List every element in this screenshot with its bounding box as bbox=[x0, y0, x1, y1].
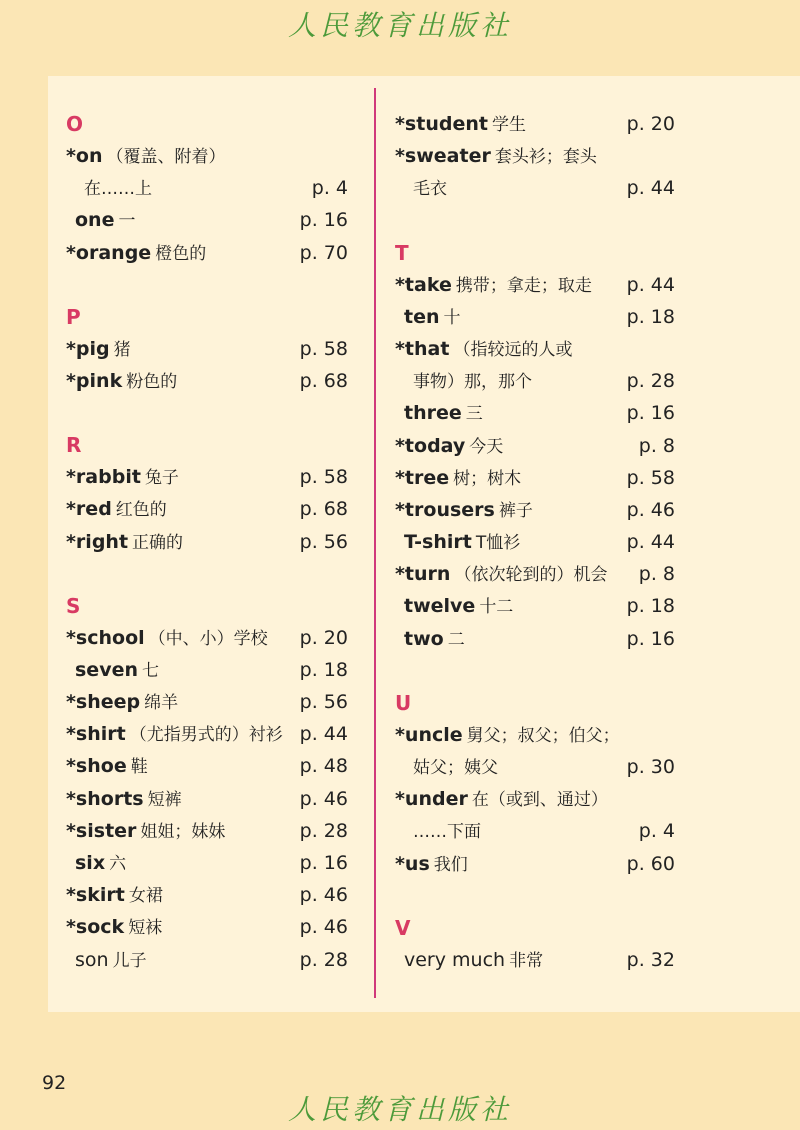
entry-page-ref: p. 16 bbox=[299, 209, 348, 232]
entry-page-ref: p. 56 bbox=[299, 530, 348, 553]
entry-translation: T恤衫 bbox=[475, 533, 521, 554]
entry-translation: 正确的 bbox=[132, 532, 184, 553]
entry-translation: 短裤 bbox=[147, 789, 182, 810]
section-spacer bbox=[66, 558, 348, 590]
entry-translation: 在（或到、通过） bbox=[471, 790, 608, 811]
entry-word: *take bbox=[395, 273, 452, 296]
glossary-entry bbox=[66, 461, 348, 493]
entry-word: *right bbox=[66, 530, 129, 553]
glossary-right-column bbox=[395, 108, 675, 976]
entry-translation: 十 bbox=[443, 307, 461, 328]
entry-translation: 短袜 bbox=[128, 918, 163, 939]
entry-page-ref: p. 18 bbox=[299, 658, 348, 681]
entry-word: *skirt bbox=[66, 884, 125, 907]
entry-page-ref: p. 32 bbox=[626, 948, 675, 971]
glossary-entry bbox=[395, 494, 675, 526]
glossary-entry-continuation bbox=[66, 172, 348, 204]
section-spacer bbox=[395, 655, 675, 687]
entry-word: *pink bbox=[66, 369, 123, 392]
entry-translation: 三 bbox=[465, 404, 483, 425]
entry-word: *pig bbox=[66, 337, 110, 360]
entry-translation: 猪 bbox=[113, 339, 131, 360]
entry-page-ref: p. 44 bbox=[299, 723, 348, 746]
entry-translation: 套头衫；套头 bbox=[494, 147, 597, 168]
entry-page-ref: p. 20 bbox=[299, 626, 348, 649]
entry-word: *student bbox=[395, 113, 488, 135]
entry-word: six bbox=[75, 852, 106, 874]
entry-page-ref: p. 28 bbox=[626, 370, 675, 393]
entry-word: *school bbox=[66, 626, 145, 649]
glossary-entry bbox=[395, 848, 675, 880]
glossary-entry bbox=[66, 654, 348, 686]
entry-page-ref: p. 56 bbox=[299, 691, 348, 714]
entry-word: *shirt bbox=[66, 723, 126, 746]
entry-page-ref: p. 44 bbox=[626, 273, 675, 296]
glossary-entry bbox=[395, 623, 675, 655]
entry-page-ref: p. 8 bbox=[638, 563, 675, 586]
entry-translation: 今天 bbox=[469, 436, 504, 457]
glossary-entry bbox=[66, 333, 348, 365]
glossary-entry bbox=[66, 493, 348, 525]
entry-translation: 舅父；叔父；伯父； bbox=[466, 725, 620, 746]
entry-page-ref: p. 44 bbox=[626, 177, 675, 200]
entry-word: three bbox=[404, 402, 462, 425]
entry-word: *that bbox=[395, 337, 450, 360]
entry-translation: （尤指男式的）衬衫 bbox=[129, 725, 283, 746]
entry-translation: 我们 bbox=[433, 854, 468, 875]
glossary-entry bbox=[395, 783, 675, 815]
entry-word: seven bbox=[75, 658, 138, 681]
entry-translation: （覆盖、附着） bbox=[106, 147, 226, 167]
entry-translation: 毛衣 bbox=[413, 179, 447, 200]
page-number: 92 bbox=[42, 1072, 67, 1094]
entry-page-ref: p. 16 bbox=[626, 627, 675, 650]
entry-page-ref: p. 20 bbox=[626, 113, 675, 135]
glossary-entry bbox=[395, 590, 675, 622]
entry-translation: 在……上 bbox=[84, 179, 152, 200]
entry-translation: 十二 bbox=[479, 597, 514, 618]
entry-translation: 非常 bbox=[509, 950, 544, 971]
entry-translation: 儿子 bbox=[112, 950, 147, 971]
entry-word: *trousers bbox=[395, 498, 495, 521]
glossary-entry bbox=[395, 301, 675, 333]
glossary-entry bbox=[66, 847, 348, 879]
section-letter: S bbox=[66, 593, 81, 618]
glossary-entry bbox=[66, 365, 348, 397]
entry-word: T-shirt bbox=[404, 531, 472, 554]
section-letter: U bbox=[395, 690, 412, 715]
entry-translation: 事物）那，那个 bbox=[413, 372, 532, 393]
glossary-entry bbox=[395, 140, 675, 172]
glossary-entry bbox=[66, 879, 348, 911]
entry-word: *us bbox=[395, 852, 430, 875]
entry-page-ref: p. 46 bbox=[299, 916, 348, 939]
section-letter: O bbox=[66, 112, 84, 136]
entry-translation: 粉色的 bbox=[126, 371, 178, 392]
entry-translation: 携带；拿走；取走 bbox=[455, 275, 592, 296]
entry-page-ref: p. 18 bbox=[626, 595, 675, 618]
entry-page-ref: p. 16 bbox=[299, 852, 348, 874]
section-letter: P bbox=[66, 304, 81, 329]
glossary-entry bbox=[66, 686, 348, 718]
entry-translation: 绵羊 bbox=[144, 693, 179, 714]
glossary-entry bbox=[395, 430, 675, 462]
entry-word: *tree bbox=[395, 466, 450, 489]
glossary-entry bbox=[395, 333, 675, 365]
entry-word: ten bbox=[404, 305, 440, 328]
entry-translation: 树；树木 bbox=[453, 468, 522, 489]
glossary-entry bbox=[66, 815, 348, 847]
entry-word: *sweater bbox=[395, 145, 491, 168]
entry-word: *under bbox=[395, 788, 468, 811]
entry-page-ref: p. 58 bbox=[626, 466, 675, 489]
glossary-entry bbox=[66, 237, 348, 269]
entry-translation: 女裙 bbox=[128, 886, 163, 907]
entry-translation: 兔子 bbox=[144, 468, 179, 489]
entry-word: son bbox=[75, 948, 109, 971]
entry-word: *orange bbox=[66, 241, 152, 264]
section-spacer bbox=[395, 205, 675, 237]
glossary-entry bbox=[66, 718, 348, 750]
glossary-entry-continuation bbox=[395, 172, 675, 204]
entry-word: two bbox=[404, 627, 444, 650]
glossary-entry bbox=[66, 140, 348, 172]
entry-page-ref: p. 46 bbox=[299, 787, 348, 810]
entry-translation: 红色的 bbox=[115, 500, 167, 521]
glossary-entry bbox=[395, 944, 675, 976]
glossary-entry-continuation bbox=[395, 365, 675, 397]
glossary-entry bbox=[66, 622, 348, 654]
entry-word: *red bbox=[66, 498, 112, 521]
entry-word: *shoe bbox=[66, 755, 127, 778]
entry-word: *sheep bbox=[66, 691, 141, 714]
entry-page-ref: p. 60 bbox=[626, 852, 675, 875]
entry-page-ref: p. 58 bbox=[299, 466, 348, 489]
glossary-entry bbox=[395, 462, 675, 494]
entry-translation: 姐姐；妹妹 bbox=[140, 821, 226, 842]
entry-page-ref: p. 28 bbox=[299, 819, 348, 842]
entry-word: *sock bbox=[66, 916, 125, 939]
glossary-entry bbox=[395, 108, 675, 140]
glossary-entry bbox=[395, 526, 675, 558]
entry-page-ref: p. 16 bbox=[626, 402, 675, 425]
entry-page-ref: p. 68 bbox=[299, 369, 348, 392]
glossary-entry bbox=[66, 944, 348, 976]
entry-page-ref: p. 70 bbox=[299, 241, 348, 264]
section-letter: V bbox=[395, 915, 411, 940]
entry-translation: 七 bbox=[142, 660, 159, 681]
section-letter: R bbox=[66, 433, 82, 458]
entry-page-ref: p. 30 bbox=[626, 756, 675, 778]
entry-translation: 二 bbox=[447, 629, 465, 650]
glossary-entry bbox=[395, 269, 675, 301]
entry-page-ref: p. 68 bbox=[299, 498, 348, 521]
entry-word: *shorts bbox=[66, 787, 144, 810]
entry-word: *uncle bbox=[395, 723, 463, 746]
glossary-entry bbox=[66, 204, 348, 236]
entry-translation: （中、小）学校 bbox=[148, 628, 268, 649]
entry-translation: 橙色的 bbox=[155, 243, 207, 264]
entry-page-ref: p. 58 bbox=[299, 337, 348, 360]
entry-word: *rabbit bbox=[66, 466, 141, 489]
section-letter: T bbox=[395, 240, 409, 265]
entry-word: one bbox=[75, 209, 115, 232]
glossary-entry bbox=[395, 558, 675, 590]
entry-word: very much bbox=[404, 948, 506, 971]
entry-page-ref: p. 18 bbox=[626, 305, 675, 328]
entry-translation: 姑父；姨父 bbox=[413, 758, 498, 778]
section-spacer bbox=[395, 880, 675, 912]
entry-word: *on bbox=[66, 145, 103, 167]
entry-page-ref: p. 46 bbox=[626, 498, 675, 521]
entry-translation: 鞋 bbox=[130, 757, 148, 778]
entry-translation: 一 bbox=[118, 211, 136, 232]
glossary-entry bbox=[395, 397, 675, 429]
entry-translation: （指较远的人或 bbox=[453, 339, 573, 360]
glossary-entry bbox=[395, 719, 675, 751]
entry-page-ref: p. 4 bbox=[638, 820, 675, 843]
entry-translation: 学生 bbox=[491, 115, 526, 135]
entry-page-ref: p. 48 bbox=[299, 755, 348, 778]
glossary-entry bbox=[66, 783, 348, 815]
section-spacer bbox=[66, 397, 348, 429]
glossary-entry bbox=[66, 526, 348, 558]
glossary-entry bbox=[66, 911, 348, 943]
entry-page-ref: p. 44 bbox=[626, 531, 675, 554]
entry-word: *turn bbox=[395, 563, 451, 586]
glossary-entry-continuation bbox=[395, 815, 675, 847]
entry-translation: ……下面 bbox=[413, 822, 481, 843]
section-spacer bbox=[66, 269, 348, 301]
entry-page-ref: p. 4 bbox=[311, 177, 348, 200]
entry-translation: 裤子 bbox=[498, 500, 533, 521]
entry-translation: （依次轮到的）机会 bbox=[454, 565, 608, 586]
glossary-entry-continuation bbox=[395, 751, 675, 783]
publisher-watermark-top: 人民教育出版社 bbox=[287, 9, 512, 42]
entry-page-ref: p. 8 bbox=[638, 434, 675, 457]
entry-page-ref: p. 46 bbox=[299, 884, 348, 907]
glossary-left-column bbox=[66, 108, 348, 976]
entry-page-ref: p. 28 bbox=[299, 948, 348, 971]
entry-word: twelve bbox=[404, 595, 476, 618]
glossary-entry bbox=[66, 750, 348, 782]
entry-translation: 六 bbox=[109, 854, 127, 874]
column-divider bbox=[374, 88, 376, 998]
entry-word: *today bbox=[395, 434, 466, 457]
publisher-watermark-bottom: 人民教育出版社 bbox=[287, 1093, 512, 1126]
entry-word: *sister bbox=[66, 819, 137, 842]
